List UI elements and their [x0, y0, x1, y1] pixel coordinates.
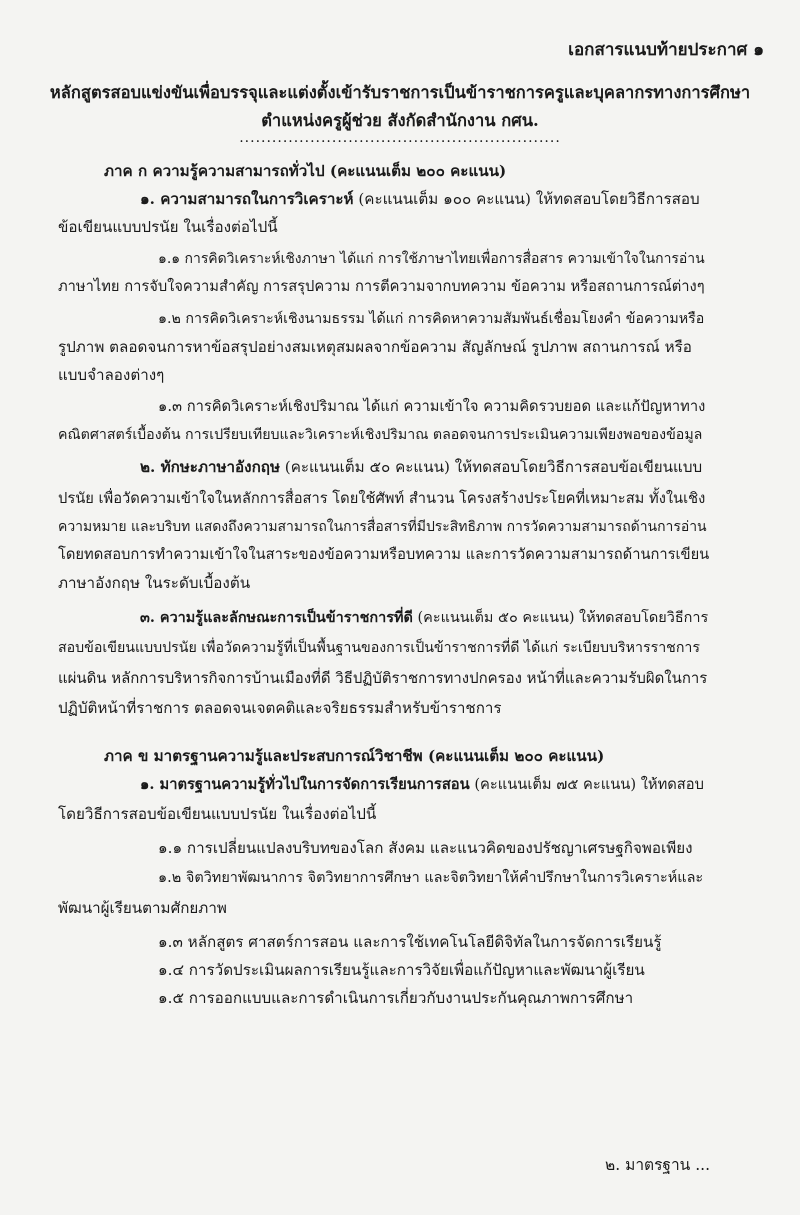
section-b-1-1: ๑.๑ การเปลี่ยนแปลงบริบทของโลก สังคม และแนวคิดของปรัชญาเศรษฐกิจพอเพียง: [158, 839, 693, 857]
section-a-item1-line1: [140, 185, 708, 213]
section-a-1-3-line2: คณิตศาสตร์เบื้องต้น การเปรียบเทียบและวิเคราะห์เชิงปริมาณ ตลอดจนการประเมินความเพียงพอของข้อมูล: [58, 427, 703, 443]
section-a-item3-line4: ปฏิบัติหน้าที่ราชการ ตลอดจนเจตคติและจริยธรรมสำหรับข้าราชการ: [58, 699, 502, 717]
section-a-item2-line5: ภาษาอังกฤษ ในระดับเบื้องต้น: [58, 574, 251, 592]
section-a-item1-line2: ข้อเขียนแบบปรนัย ในเรื่องต่อไปนี้: [58, 218, 278, 236]
section-a-item1-title: ๑. ความสามารถในการวิเคราะห์: [140, 190, 354, 208]
section-b-1-4: ๑.๔ การวัดประเมินผลการเรียนรู้และการวิจัยเพื่อแก้ปัญหาและพัฒนาผู้เรียน: [158, 961, 645, 979]
section-a-item2-rest: (คะแนนเต็ม ๕๐ คะแนน) ให้ทดสอบโดยวิธีการสอบข้อเขียนแบบ: [279, 458, 703, 476]
section-a-item1-rest: (คะแนนเต็ม ๑๐๐ คะแนน) ให้ทดสอบโดยวิธีการสอบ: [353, 190, 700, 208]
section-a-1-3-line1: ๑.๓ การคิดวิเคราะห์เชิงปริมาณ ได้แก่ ความเข้าใจ ความคิดรวบยอด และแก้ปัญหาทาง: [158, 398, 706, 415]
section-a-item2-line4: โดยทดสอบการทำความเข้าใจในสาระของข้อความหรือบทความ และการวัดความสามารถด้านการเขียน: [58, 546, 710, 563]
section-a-1-2-line1: ๑.๒ การคิดวิเคราะห์เชิงนามธรรม ได้แก่ การคิดหาความสัมพันธ์เชื่อมโยงคำ ข้อความหรือ: [158, 311, 705, 327]
document-title-line1: หลักสูตรสอบแข่งขันเพื่อบรรจุและแต่งตั้งเข้ารับราชการเป็นข้าราชการครูและบุคลากรทางการศึกษา: [49, 83, 751, 102]
section-a-1-2-line2: รูปภาพ ตลอดจนการหาข้อสรุปอย่างสมเหตุสมผลจากข้อความ สัญลักษณ์ รูปภาพ สถานการณ์ หรือ: [58, 338, 692, 356]
section-a-item3-line1: [140, 604, 708, 632]
document-title-line2: ตำแหน่งครูผู้ช่วย สังกัดสำนักงาน กศน.: [261, 111, 539, 130]
section-a-1-1-line2: ภาษาไทย การจับใจความสำคัญ การสรุปความ การตีความจากบทความ ข้อความ หรือสถานการณ์ต่างๆ: [58, 278, 705, 295]
section-b-item1-line1: [140, 771, 708, 799]
section-b-1-2-line2: พัฒนาผู้เรียนตามศักยภาพ: [58, 899, 227, 917]
section-a-item3-line2: สอบข้อเขียนแบบปรนัย เพื่อวัดความรู้ที่เป็นพื้นฐานของการเป็นข้าราชการที่ดี ได้แก่ ระเบียบบริหารราชการ: [58, 640, 700, 656]
continuation-footer: ๒. มาตรฐาน ...: [605, 1156, 710, 1174]
section-b-1-2-line1: ๑.๒ จิตวิทยาพัฒนาการ จิตวิทยาการศึกษา และจิตวิทยาให้คำปรึกษาในการวิเคราะห์และ: [158, 870, 704, 886]
section-a-item2-line2: ปรนัย เพื่อวัดความเข้าใจในหลักการสื่อสาร โดยใช้ศัพท์ สำนวน โครงสร้างประโยคที่เหมาะสม ทั้งในเชิง: [58, 490, 706, 507]
section-a-heading: ภาค ก ความรู้ความสามารถทั่วไป (คะแนนเต็ม ๒๐๐ คะแนน): [104, 162, 507, 180]
section-b-1-3: ๑.๓ หลักสูตร ศาสตร์การสอน และการใช้เทคโนโลยีดิจิทัลในการจัดการเรียนรู้: [158, 933, 662, 951]
section-b-item1-title: ๑. มาตรฐานความรู้ทั่วไปในการจัดการเรียนการสอน: [140, 776, 470, 793]
section-b-item1-rest: (คะแนนเต็ม ๗๕ คะแนน) ให้ทดสอบ: [469, 776, 704, 793]
section-b-1-5: ๑.๕ การออกแบบและการดำเนินการเกี่ยวกับงานประกันคุณภาพการศึกษา: [158, 989, 634, 1007]
section-b-item1-line2: โดยวิธีการสอบข้อเขียนแบบปรนัย ในเรื่องต่อไปนี้: [58, 805, 377, 823]
annex-label: เอกสารแนบท้ายประกาศ ๑: [568, 40, 764, 60]
section-a-item2-line1: [140, 453, 708, 481]
section-a-item3-title: ๓. ความรู้และลักษณะการเป็นข้าราชการที่ดี: [140, 609, 413, 626]
section-b-heading: ภาค ข มาตรฐานความรู้และประสบการณ์วิชาชีพ (คะแนนเต็ม ๒๐๐ คะแนน): [104, 747, 605, 765]
section-a-1-1-line1: ๑.๑ การคิดวิเคราะห์เชิงภาษา ได้แก่ การใช้ภาษาไทยเพื่อการสื่อสาร ความเข้าใจในการอ่าน: [158, 251, 705, 267]
dotted-separator: ...........................................................: [239, 130, 561, 146]
section-a-1-2-line3: แบบจำลองต่างๆ: [58, 366, 165, 384]
section-a-item3-line3: แผ่นดิน หลักการบริหารกิจการบ้านเมืองที่ดี วิธีปฏิบัติราชการทางปกครอง หน้าที่และความรับผิดในการ: [58, 669, 708, 687]
section-a-item2-line3: ความหมาย และบริบท แสดงถึงความสามารถในการสื่อสารที่มีประสิทธิภาพ การวัดความสามารถด้านการอ่าน: [58, 519, 707, 535]
section-a-item3-rest: (คะแนนเต็ม ๕๐ คะแนน) ให้ทดสอบโดยวิธีการ: [412, 610, 709, 626]
section-a-item2-title: ๒. ทักษะภาษาอังกฤษ: [140, 458, 280, 476]
